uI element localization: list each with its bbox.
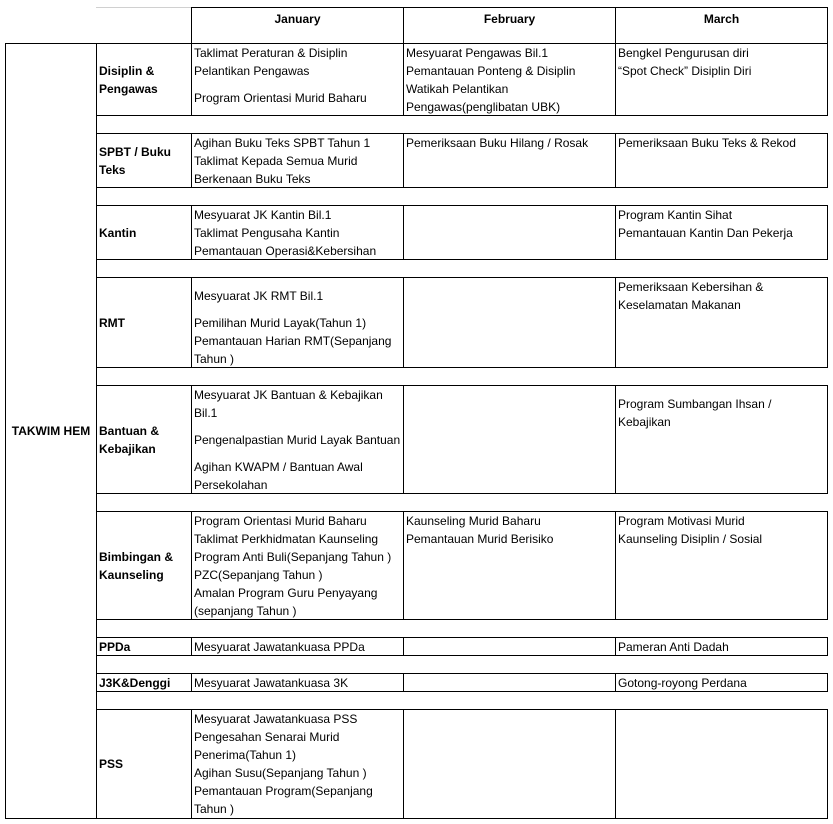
cell-line: Pengenalpastian Murid Layak Bantuan: [194, 433, 401, 447]
cell-line: Taklimat Perkhidmatan Kaunseling: [194, 532, 379, 546]
row-label-text: Bimbingan & Kaunseling: [99, 549, 173, 582]
cell-line: Penerima(Tahun 1): [194, 748, 297, 762]
cell-spbt-january: [191, 133, 404, 188]
cell-line: Pengesahan Senarai Murid: [194, 730, 340, 744]
header-january: January: [191, 7, 404, 44]
cell-line: Kaunseling Murid Baharu: [406, 514, 541, 528]
cell-line: Agihan KWAPM / Bantuan Awal Persekolahan: [194, 460, 363, 492]
cell-line: Program Sumbangan Ihsan / Kebajikan: [618, 397, 772, 429]
cell-disiplin-january: [191, 43, 404, 116]
header-february: February: [403, 7, 616, 44]
cell-line: Pameran Anti Dadah: [618, 640, 729, 654]
cell-line: Mesyuarat JK Kantin Bil.1: [194, 208, 332, 222]
cell-line: Agihan Susu(Sepanjang Tahun ): [194, 766, 367, 780]
cell-line: PZC(Sepanjang Tahun ): [194, 568, 323, 582]
cell-line: Pemantauan Operasi&Kebersihan: [194, 244, 377, 258]
side-label-takwim-hem: TAKWIM HEM: [5, 43, 97, 819]
cell-line: Pemantauan Murid Berisiko: [406, 532, 554, 546]
cell-line: (sepanjang Tahun ): [194, 604, 297, 618]
cell-line: Kaunseling Disiplin / Sosial: [618, 532, 763, 546]
header-blank-line: [96, 7, 191, 8]
row-label-text: Disiplin & Pengawas: [99, 63, 158, 96]
cell-spbt-march: [615, 133, 828, 188]
cell-line: Taklimat Pengusaha Kantin: [194, 226, 340, 240]
row-label-disiplin: [96, 43, 192, 116]
header-march: March: [615, 7, 828, 44]
cell-line: Pemilihan Murid Layak(Tahun 1): [194, 316, 367, 330]
cell-line: Program Orientasi Murid Baharu: [194, 514, 367, 528]
cell-line: Berkenaan Buku Teks: [194, 172, 311, 186]
cell-line: Mesyuarat JK RMT Bil.1: [194, 289, 324, 303]
cell-line: Amalan Program Guru Penyayang: [194, 586, 378, 600]
row-label-text: SPBT / Buku Teks: [99, 144, 172, 177]
cell-line: Pemeriksaan Buku Hilang / Rosak: [406, 136, 589, 150]
cell-line: “Spot Check” Disiplin Diri: [618, 64, 752, 78]
cell-kantin-march: [615, 205, 828, 260]
cell-disiplin-february: [403, 43, 616, 116]
cell-line: Watikah Pelantikan: [406, 82, 509, 96]
cell-pss-january: [191, 709, 404, 819]
cell-line: Mesyuarat JK Bantuan & Kebajikan Bil.1: [194, 388, 383, 420]
cell-kantin-february: [403, 205, 616, 260]
cell-gap: [194, 422, 403, 431]
row-label-rmt: [96, 277, 192, 368]
cell-j3k-march: [615, 673, 828, 692]
row-label-bimbingan: [96, 511, 192, 620]
cell-ppda-january: [191, 637, 404, 656]
cell-line: Mesyuarat Jawatankuasa PSS: [194, 712, 358, 726]
cell-bantuan-march: [615, 385, 828, 494]
row-label-text: Kantin: [99, 225, 137, 240]
cell-line: Pemantauan Ponteng & Disiplin: [406, 64, 576, 78]
cell-line: Pelantikan Pengawas: [194, 64, 310, 78]
cell-kantin-january: [191, 205, 404, 260]
cell-line: Pemantauan Kantin Dan Pekerja: [618, 226, 793, 240]
cell-bimbingan-january: [191, 511, 404, 620]
cell-gap: [194, 278, 403, 287]
cell-line: Mesyuarat Jawatankuasa PPDa: [194, 640, 365, 654]
cell-bimbingan-february: [403, 511, 616, 620]
cell-j3k-february: [403, 673, 616, 692]
cell-bantuan-january: [191, 385, 404, 494]
cell-rmt-february: [403, 277, 616, 368]
cell-line: Pemeriksaan Buku Teks & Rekod: [618, 136, 796, 150]
row-label-text: PSS: [99, 757, 124, 771]
cell-rmt-march: [615, 277, 828, 368]
cell-line: Gotong-royong Perdana: [618, 676, 747, 690]
cell-gap: [194, 80, 403, 89]
cell-line: Bengkel Pengurusan diri: [618, 46, 749, 60]
cell-line: Program Anti Buli(Sepanjang Tahun ): [194, 550, 392, 564]
row-label-spbt: [96, 133, 192, 188]
cell-line: Pemantauan Harian RMT(Sepanjang Tahun ): [194, 334, 392, 366]
cell-line: Taklimat Peraturan & Disiplin: [194, 46, 348, 60]
cell-line: Taklimat Kepada Semua Murid: [194, 154, 358, 168]
cell-bimbingan-march: [615, 511, 828, 620]
row-label-pss: [96, 709, 192, 819]
cell-line: Pemantauan Program(Sepanjang: [194, 784, 373, 798]
cell-gap: [194, 449, 403, 458]
cell-gap: [194, 305, 403, 314]
row-label-text: Bantuan & Kebajikan: [99, 423, 159, 456]
row-label-kantin: [96, 205, 192, 260]
cell-line: Tahun ): [194, 802, 235, 816]
cell-pss-february: [403, 709, 616, 819]
cell-line: Mesyuarat Jawatankuasa 3K: [194, 676, 349, 690]
cell-line: Program Motivasi Murid: [618, 514, 745, 528]
row-label-ppda: [96, 637, 192, 656]
cell-spbt-february: [403, 133, 616, 188]
cell-gap: [618, 386, 827, 395]
cell-rmt-january: [191, 277, 404, 368]
cell-ppda-march: [615, 637, 828, 656]
cell-line: Pemeriksaan Kebersihan & Keselamatan Makanan: [618, 280, 764, 312]
cell-disiplin-march: [615, 43, 828, 116]
cell-ppda-february: [403, 637, 616, 656]
cell-line: Agihan Buku Teks SPBT Tahun 1: [194, 136, 371, 150]
row-label-text: PPDa: [99, 639, 131, 654]
cell-line: Program Orientasi Murid Baharu: [194, 91, 367, 105]
row-label-bantuan: [96, 385, 192, 494]
row-label-j3k: [96, 673, 192, 692]
row-label-text: J3K&Denggi: [99, 675, 171, 690]
cell-pss-march: [615, 709, 828, 819]
cell-line: Pengawas(penglibatan UBK): [406, 100, 561, 114]
cell-line: Mesyuarat Pengawas Bil.1: [406, 46, 549, 60]
cell-line: Program Kantin Sihat: [618, 208, 733, 222]
cell-bantuan-february: [403, 385, 616, 494]
row-label-text: RMT: [99, 315, 125, 330]
cell-j3k-january: [191, 673, 404, 692]
